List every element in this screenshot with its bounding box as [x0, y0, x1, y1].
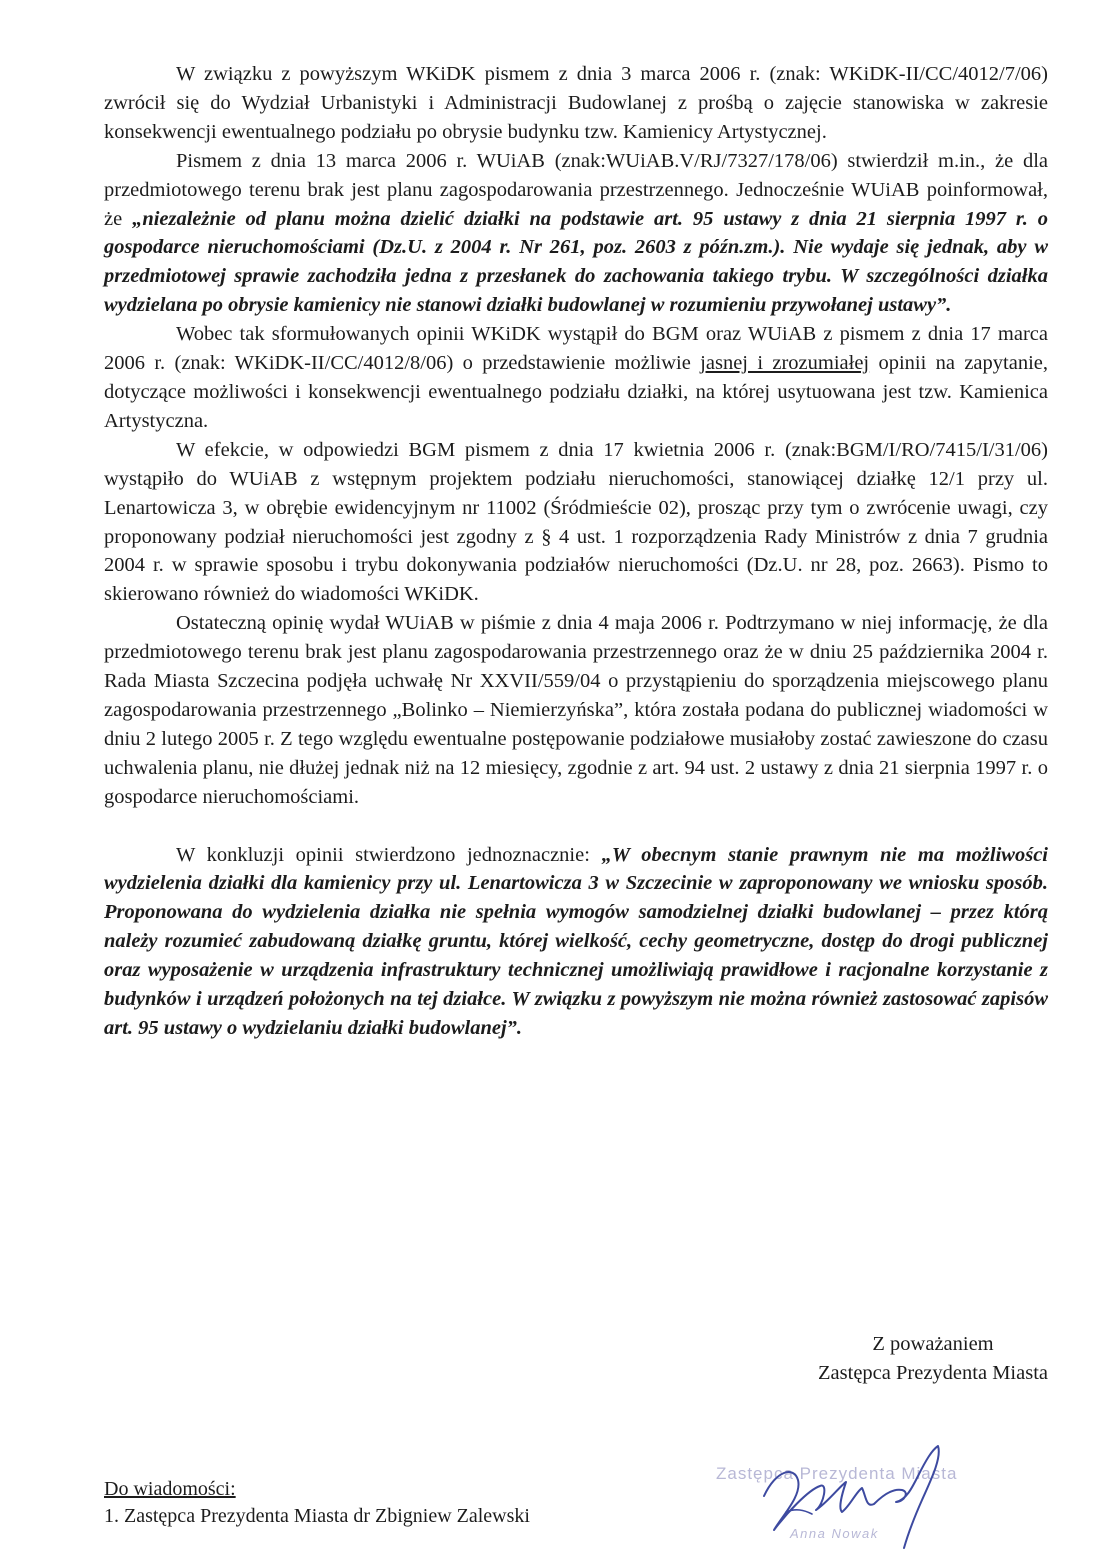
paragraph-1: W związku z powyższym WKiDK pismem z dnia 3 marca 2006 r. (znak: WKiDK-II/CC/4012/7/06) zwrócił się do Wydział Urbanistyki i Administracji Budowlanej z prośbą o zajęcie stanowiska w zakresie konsekwencji ewentualnego podziału po obrysie budynku tzw. Kamienicy Artystycznej.: [104, 63, 1048, 143]
paragraph-gap: [104, 812, 1048, 841]
paragraph-3: [104, 320, 1048, 436]
paragraph-3-text-before: Wobec tak sformułowanych opinii WKiDK wystąpił do BGM oraz WUiAB z pismem z dnia 17 marca 2006 r. (znak: WKiDK-II/CC/4012/8/06) o przedstawienie możliwie: [104, 323, 1048, 375]
paragraph-6-quote: „W obecnym stanie prawnym nie ma możliwości wydzielenia działki dla kamienicy przy ul. Lenartowicza 3 w Szczecinie w zaproponowany we wniosku sposób. Proponowana do wydzielenia działka nie spełnia wymogów samodzielnej działki budowlanej – przez którą należy rozumieć zabudowaną działkę gruntu, której wielkość, cechy geometryczne, dostęp do drogi publicznej oraz wyposażenie w urządzenia infrastruktury technicznej umożliwiają prawidłowe i racjonalne korzystanie z budynków i urządzeń położonych na tej działce. W związku z powyższym nie można również zastosować zapisów art. 95 ustawy o wydzielaniu działki budowlanej”.: [104, 843, 1048, 1039]
stamp-name: Anna Nowak: [790, 1526, 879, 1541]
paragraph-5: Ostateczną opinię wydał WUiAB w piśmie z dnia 4 maja 2006 r. Podtrzymano w niej informację, że dla przedmiotowego terenu brak jest planu zagospodarowania przestrzennego oraz że w dniu 25 października 2004 r. Rada Miasta Szczecina podjęła uchwałę Nr XXVII/559/04 o przystąpieniu do sporządzenia miejscowego planu zagospodarowania przestrzennego „Bolinko – Niemierzyńska”, która została podana do publicznej wiadomości w dniu 2 lutego 2005 r. Z tego względu ewentualne postępowanie podziałowe musiałoby zostać zawieszone do czasu uchwalenia planu, nie dłużej jednak niż na 12 miesięcy, zgodnie z art. 94 ust. 2 ustawy z dnia 21 sierpnia 1997 r. o gospodarce nieruchomościami.: [104, 612, 1048, 808]
closing-title: Zastępca Prezydenta Miasta: [818, 1361, 1048, 1384]
letter-body: [104, 60, 1048, 1043]
paragraph-4: W efekcie, w odpowiedzi BGM pismem z dnia 17 kwietnia 2006 r. (znak:BGM/I/RO/7415/I/31/06) wystąpiło do WUiAB z wstępnym projektem podziału nieruchomości, stanowiącej działkę 12/1 przy ul. Lenartowicza 3, w obrębie ewidencyjnym nr 11002 (Śródmieście 02), prosząc przy tym o zwrócenie uwagi, czy proponowany podział nieruchomości jest zgodny z § 4 ust. 1 rozporządzenia Rady Ministrów z dnia 7 grudnia 2004 r. w sprawie sposobu i trybu dokonywania podziałów nieruchomości (Dz.U. nr 28, poz. 2663). Pismo to skierowano również do wiadomości WKiDK.: [104, 438, 1048, 606]
handwritten-signature: [716, 1430, 1016, 1560]
cc-item: 1. Zastępca Prezydenta Miasta dr Zbigniew Zalewski: [104, 1505, 530, 1527]
signature-stamp: [716, 1430, 1016, 1560]
closing-greeting: Z poważaniem: [872, 1333, 994, 1355]
stamp-title: Zastępca Prezydenta Miasta: [716, 1464, 958, 1483]
closing-block: [818, 1330, 1048, 1387]
paragraph-3-underlined: jasnej i zrozumiałej: [700, 352, 870, 375]
paragraph-6: [104, 841, 1048, 1043]
paragraph-6-text: W konkluzji opinii stwierdzono jednoznacznie:: [176, 843, 602, 866]
paragraph-2: [104, 147, 1048, 320]
paragraph-2-quote: „niezależnie od planu można dzielić działki na podstawie art. 95 ustawy z dnia 21 sierpnia 1997 r. o gospodarce nieruchomościami (Dz.U. z 2004 r. Nr 261, poz. 2603 z późn.zm.). Nie wydaje się jednak, aby w przedmiotowej sprawie zachodziła jedna z przesłanek do zachowania takiego trybu. W szczególności działka wydzielana po obrysie kamienicy nie stanowi działki budowlanej w rozumieniu przywołanej ustawy”.: [104, 207, 1048, 317]
paragraph-2-text: Pismem z dnia 13 marca 2006 r. WUiAB (znak:WUiAB.V/RJ/7327/178/06) stwierdził m.in., że dla przedmiotowego terenu brak jest planu zagospodarowania przestrzennego. Jednocześnie WUiAB poinformował, że: [104, 149, 1048, 230]
paragraph-3-text-after: opinii na zapytanie, dotyczące możliwości i konsekwencji ewentualnego podziału działki, na której usytuowana jest tzw. Kamienica Artystyczna.: [104, 352, 1048, 432]
cc-block: [104, 1476, 530, 1530]
cc-title: Do wiadomości:: [104, 1478, 236, 1500]
